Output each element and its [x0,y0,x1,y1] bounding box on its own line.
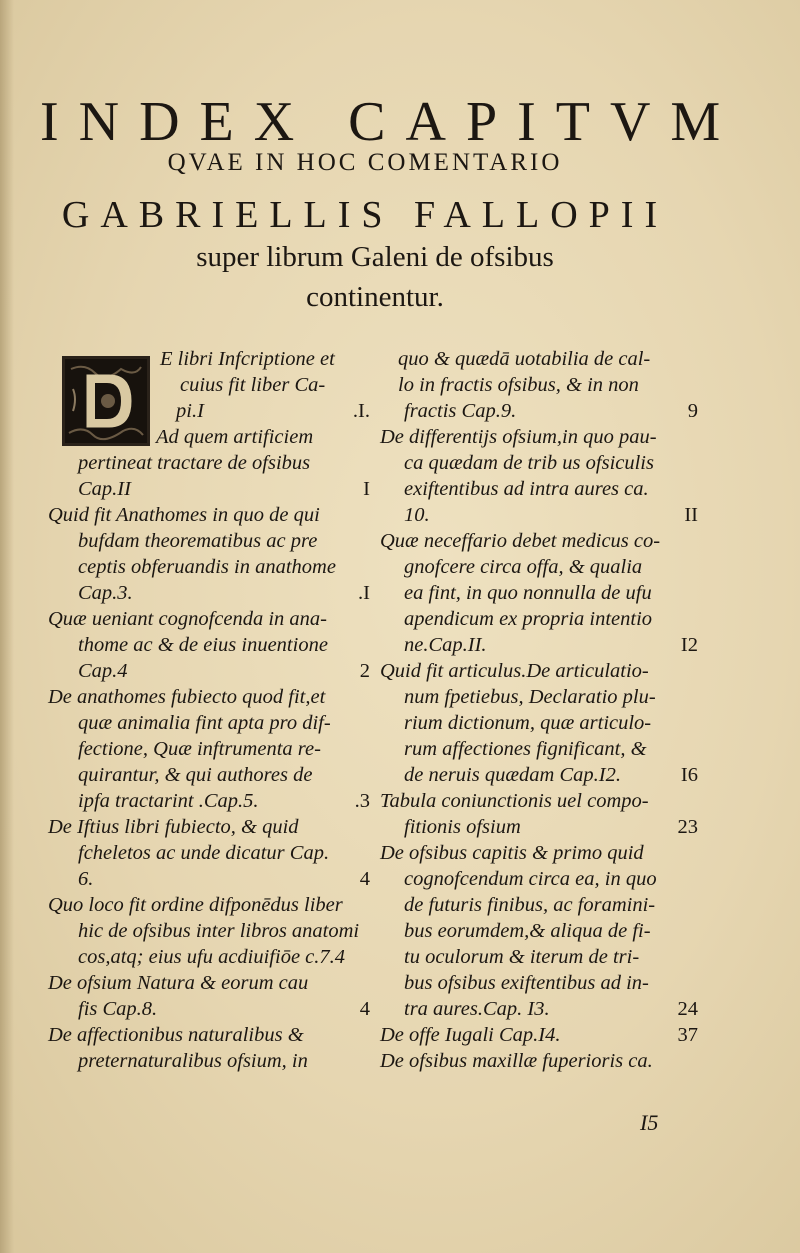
index-entry-text: Cap.4 [78,660,128,682]
index-entry-page-ref: II [684,504,698,526]
index-entry-text: De offe Iugali Cap.I4. [380,1024,561,1046]
index-entry-page-ref: 2 [359,660,370,682]
index-entry-line [48,502,378,528]
index-entry-text: Ad quem artificiem [156,426,314,448]
index-entry-page-ref: .I [358,582,370,604]
index-entry-text: tu oculorum & iterum de tri- [404,946,640,968]
index-entry-text: de neruis quædam Cap.I2. [404,764,621,786]
index-entry-page-ref: 24 [677,998,698,1020]
index-entry-text: De ofsibus capitis & primo quid [380,842,644,864]
index-entry-line [380,502,702,528]
index-entry-text: rium dictionum, quæ articulo- [404,712,652,734]
index-entry-line [380,450,702,476]
index-entry-line [48,814,378,840]
index-entry-line [380,840,702,866]
index-entry-line [380,1048,702,1074]
index-entry-line [48,528,378,554]
index-entry-text: rum affectiones fignificant, & [404,738,647,760]
index-entry-page-ref: I6 [680,764,698,786]
index-entry-line [48,476,378,502]
index-entry-line [380,424,702,450]
index-entry-text: bus eorumdem,& aliqua de fi- [404,920,651,942]
index-entry-text: fis Cap.8. [78,998,158,1020]
index-entry-page-ref: .3 [354,790,370,812]
right-index-column [380,346,702,1074]
index-entry-line [380,398,702,424]
index-entry-text: lo in fractis ofsibus, & in non [398,374,639,396]
index-entry-page-ref: 4 [359,998,370,1020]
index-entry-line [380,710,702,736]
index-entry-line [380,528,702,554]
index-entry-text: ipfa tractarint .Cap.5. [78,790,259,812]
index-entry-line [48,554,378,580]
index-entry-line [380,554,702,580]
index-entry-line [380,762,702,788]
index-entry-text: ne.Cap.II. [404,634,487,656]
index-entry-line [380,372,702,398]
index-entry-text: fectione, Quæ inftrumenta re- [78,738,321,760]
index-entry-text: cos,atq; eius ufu acdiuifiōe c.7.4 [78,946,346,968]
index-entry-text: Quid fit Anathomes in quo de qui [48,504,320,526]
index-entry-line [48,450,378,476]
index-entry-text: Cap.3. [78,582,133,604]
index-title: INDEX CAPITVM [40,91,741,153]
index-entry-line [380,788,702,814]
index-entry-page-ref: .I. [352,400,370,422]
index-entry-text: exiftentibus ad intra aures ca. [404,478,649,500]
index-entry-line [48,866,378,892]
index-entry-text: 10. [404,504,430,526]
index-entry-line [48,346,378,372]
index-entry-text: 6. [78,868,94,890]
index-entry-line [380,606,702,632]
index-entry-text: ceptis obferuandis in anathome [78,556,336,578]
index-entry-line [380,944,702,970]
index-entry-line [380,632,702,658]
index-entry-text: De Iftius libri fubiecto, & quid [48,816,299,838]
index-entry-line [380,1022,702,1048]
index-entry-text: ea fint, in quo nonnulla de ufu [404,582,652,604]
index-entry-line [380,658,702,684]
index-entry-line [380,580,702,606]
index-entry-text: pertineat tractare de ofsibus [78,452,311,474]
index-entry-line [380,346,702,372]
index-entry-text: bus ofsibus exiftentibus ad in- [404,972,649,994]
index-entry-line [48,398,378,424]
index-entry-line [48,632,378,658]
index-entry-text: De anathomes fubiecto quod fit,et [48,686,326,708]
index-entry-line [380,970,702,996]
index-entry-text: num fpetiebus, Declaratio plu- [404,686,656,708]
index-entry-page-ref: I2 [680,634,698,656]
index-entry-line [380,736,702,762]
index-entry-text: fitionis ofsium [404,816,521,838]
index-entry-line [48,736,378,762]
index-entry-text: tra aures.Cap. I3. [404,998,550,1020]
index-entry-text: thome ac & de eius inuentione [78,634,328,656]
left-index-column [48,346,378,1074]
index-entry-line [48,918,378,944]
index-entry-page-ref: 23 [677,816,698,838]
index-entry-line [48,840,378,866]
index-entry-line [48,606,378,632]
index-entry-line [48,424,378,450]
author-name: GABRIELLIS FALLOPII [61,194,669,236]
index-entry-line [380,866,702,892]
index-entry-line [380,918,702,944]
index-entry-page-ref: 9 [687,400,698,422]
index-entry-text: preternaturalibus ofsium, in [78,1050,308,1072]
index-entry-text: cuius fit liber Ca- [180,374,326,396]
index-entry-line [48,762,378,788]
work-title-continued: continentur. [306,281,444,313]
index-entry-text: Quæ neceffario debet medicus co- [380,530,661,552]
index-entry-text: quirantur, & qui authores de [78,764,313,786]
index-entry-page-ref: 37 [677,1024,698,1046]
index-entry-text: gnofcere circa offa, & qualia [404,556,643,578]
index-entry-line [48,996,378,1022]
index-entry-line [48,944,378,970]
index-entry-text: Quid fit articulus.De articulatio- [380,660,649,682]
index-entry-line [48,580,378,606]
index-entry-text: De ofsium Natura & eorum cau [48,972,309,994]
index-entry-text: Tabula coniunctionis uel compo- [380,790,649,812]
index-entry-text: quæ animalia fint apta pro dif- [78,712,331,734]
index-entry-text: pi.I [176,400,204,422]
index-entry-line [48,788,378,814]
index-entry-line [380,996,702,1022]
index-entry-line [380,684,702,710]
index-entry-text: fcheletos ac unde dicatur Cap. [78,842,330,864]
index-entry-line [48,372,378,398]
index-entry-text: de futuris finibus, ac foramini- [404,894,656,916]
index-entry-text: bufdam theorematibus ac pre [78,530,318,552]
index-entry-line [380,814,702,840]
index-entry-text: Quæ ueniant cognofcenda in ana- [48,608,327,630]
index-entry-text: De affectionibus naturalibus & [48,1024,304,1046]
index-entry-text: cognofcendum circa ea, in quo [404,868,657,890]
index-entry-text: hic de ofsibus inter libros anatomi [78,920,360,942]
index-entry-line [48,710,378,736]
index-entry-line [48,1048,378,1074]
index-entry-page-ref: 4 [359,868,370,890]
index-entry-text: apendicum ex propria intentio [404,608,653,630]
index-entry-text: E libri Infcriptione et [160,348,335,370]
index-entry-text: De ofsibus maxillæ fuperioris ca. [380,1050,653,1072]
index-entry-page-ref: I [363,478,370,500]
index-entry-text: ca quædam de trib us ofsiculis [404,452,654,474]
index-entry-line [48,1022,378,1048]
index-entry-text: Quo loco fit ordine difponēdus liber [48,894,343,916]
index-entry-line [48,684,378,710]
index-entry-text: quo & quædā uotabilia de cal- [398,348,651,370]
index-entry-text: fractis Cap.9. [404,400,517,422]
index-entry-text: Cap.II [78,478,131,500]
index-entry-line [48,892,378,918]
index-entry-line [380,476,702,502]
index-entry-line [48,658,378,684]
index-entry-text: De differentijs ofsium,in quo pau- [380,426,657,448]
page-gutter-shadow [0,0,14,1253]
index-entry-line [380,892,702,918]
work-title: super librum Galeni de ofsibus [196,241,554,273]
index-subtitle: QVAE IN HOC COMENTARIO [167,149,563,176]
index-entry-line [48,970,378,996]
page-number: I5 [640,1110,659,1135]
